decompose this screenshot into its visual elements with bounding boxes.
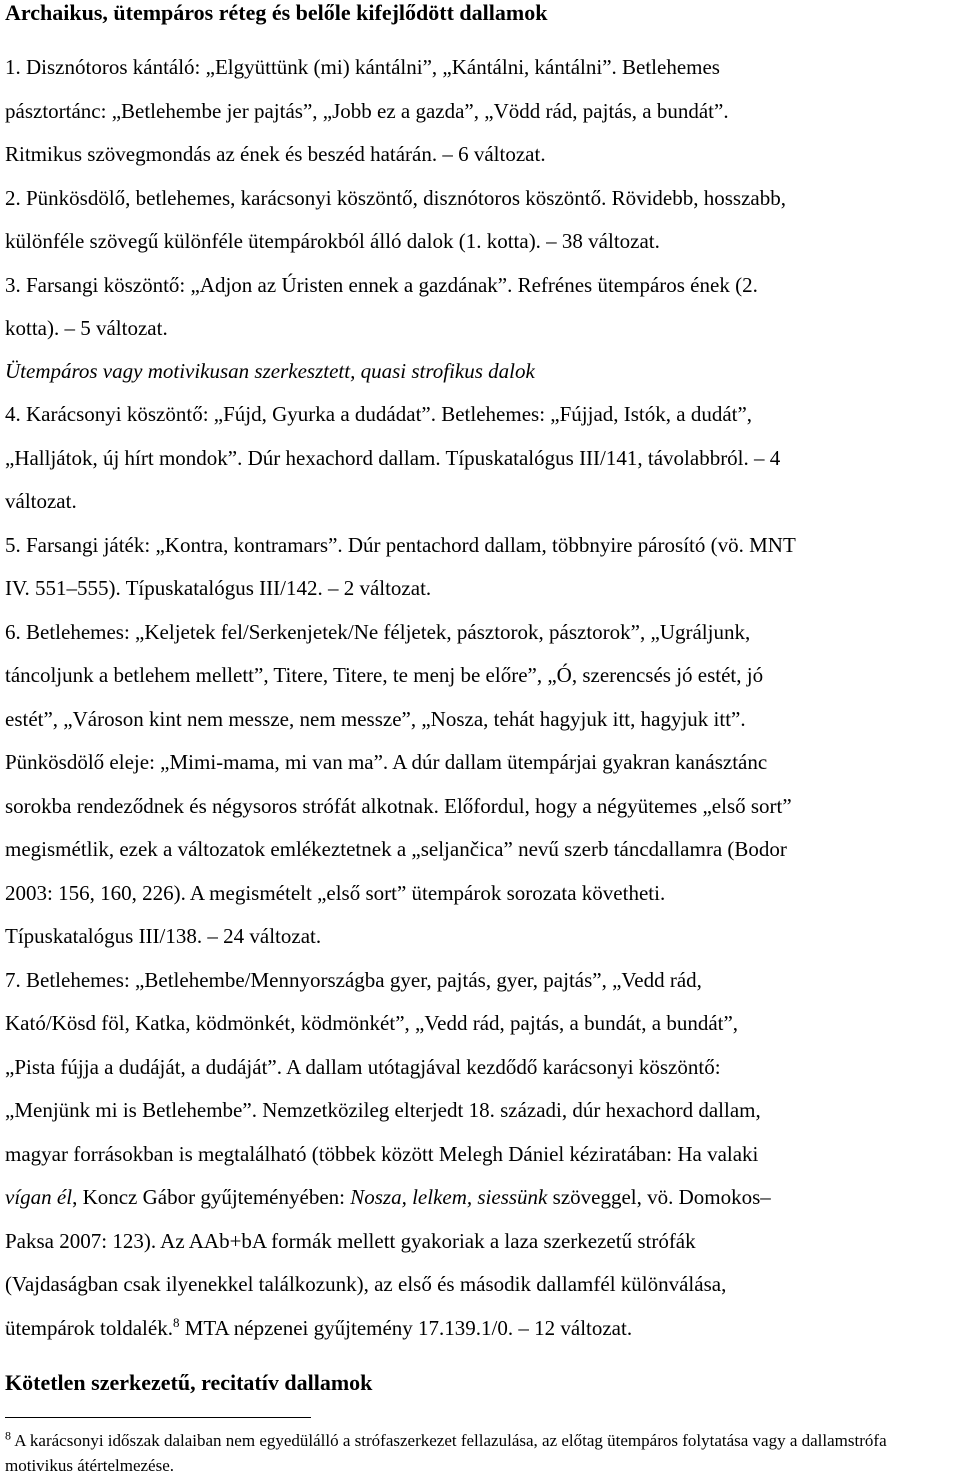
text-line: 7. Betlehemes: „Betlehembe/Mennyországba gyer, pajtás, gyer, pajtás”, „Vedd rád, (5, 967, 702, 992)
text-span: ütempárok toldalék. (5, 1315, 173, 1340)
footnote-text: A karácsonyi időszak dalaiban nem egyedülálló a strófaszerkezet fellazulása, az előtag ütempáros folytatása vagy a dallamstrófa motivikus átértelmezése. (5, 1431, 887, 1475)
text-line: 4. Karácsonyi köszöntő: „Fújd, Gyurka a dudádat”. Betlehemes: „Fújjad, Istók, a dudát”, (5, 402, 753, 426)
text-line: Kató/Kösd föl, Katka, ködmönkét, ködmönkét”, „Vedd rád, pajtás, a bundát, a bundát”, (5, 1011, 739, 1035)
text-line: Ritmikus szövegmondás az ének és beszéd határán. – 6 változat. (5, 142, 546, 166)
text-span: MTA népzenei gyűjtemény 17.139.1/0. – 12 változat. (179, 1315, 633, 1340)
text-line: 2003: 156, 160, 226). A megismételt „első sort” ütempárok sorozata követheti. (5, 880, 666, 905)
section-heading: Archaikus, ütempáros réteg és belőle kifejlődött dallamok (5, 0, 548, 25)
footnote-number: 8 (5, 1428, 11, 1443)
subheading: Ütempáros vagy motivikusan szerkesztett, quasi strofikus dalok (5, 359, 535, 383)
text-line-mixed (5, 1176, 957, 1220)
text-line: változat. (5, 489, 77, 513)
text-line: Pünkösdölő eleje: „Mimi-mama, mi van ma”. A dúr dallam ütempárjai gyakran kanásztánc (5, 750, 768, 774)
subheading-block (5, 350, 957, 393)
text-line: estét”, „Városon kint nem messze, nem messze”, „Nosza, tehát hagyjuk itt, hagyjuk itt”. (5, 706, 746, 731)
text-line: (Vajdaságban csak ilyenekkel találkozunk), az első és második dallamfél különválása, (5, 1272, 727, 1296)
text-line: 2. Pünkösdölő, betlehemes, karácsonyi köszöntő, disznótoros köszöntő. Rövidebb, hosszabb, (5, 185, 786, 210)
text-line: magyar forrásokban is megtalálható (többek között Melegh Dániel kéziratában: Ha valaki (5, 1141, 759, 1166)
footnote-divider (5, 1417, 311, 1418)
italic-title: vígan él (5, 1185, 73, 1209)
text-line: sorokba rendeződnek és négysoros strófát alkotnak. Előfordul, hogy a négyütemes „első sort” (5, 793, 792, 818)
text-span: szöveggel, vö. Domokos– (547, 1185, 771, 1209)
text-line: kotta). – 5 változat. (5, 316, 168, 340)
footnote (5, 1428, 957, 1478)
text-line: „Halljátok, új hírt mondok”. Dúr hexachord dallam. Típuskatalógus III/141, távolabbról. – 4 (5, 445, 781, 470)
text-line: IV. 551–555). Típuskatalógus III/142. – 2 változat. (5, 576, 432, 600)
text-line: Típuskatalógus III/138. – 24 változat. (5, 924, 322, 948)
italic-title: Nosza, lelkem, siessünk (350, 1185, 548, 1209)
text-line: megismétlik, ezek a változatok emlékeztetnek a „seljančica” nevű szerb táncdallamra (Bodor (5, 837, 787, 861)
text-line-with-footnote (5, 1307, 957, 1351)
section-paragraphs-1 (5, 46, 957, 351)
text-line: 6. Betlehemes: „Keljetek fel/Serkenjetek/Ne féljetek, pásztorok, pásztorok”, „Ugráljunk, (5, 619, 751, 644)
footnote-reference[interactable]: 8 (172, 1314, 180, 1330)
text-line: „Menjünk mi is Betlehembe”. Nemzetközileg elterjedt 18. századi, dúr hexachord dallam, (5, 1098, 761, 1122)
text-line: „Pista fújja a dudáját, a dudáját”. A dallam utótagjával kezdődő karácsonyi köszöntő: (5, 1054, 721, 1079)
text-line: 3. Farsangi köszöntő: „Adjon az Úristen ennek a gazdának”. Refrénes ütempáros ének (2. (5, 272, 758, 297)
text-line: Paksa 2007: 123). Az AAb+bA formák mellett gyakoriak a laza szerkezetű strófák (5, 1228, 696, 1253)
text-line: különféle szövegű különféle ütempárokból álló dalok (1. kotta). – 38 változat. (5, 229, 660, 253)
text-line: táncoljunk a betlehem mellett”, Titere, Titere, te menj be előre”, „Ó, szerencsés jó estét, jó (5, 663, 764, 687)
text-line: pásztortánc: „Betlehembe jer pajtás”, „Jobb ez a gazda”, „Vödd rád, pajtás, a bundát”. (5, 98, 729, 123)
section-heading-2: Kötetlen szerkezetű, recitatív dallamok (5, 1370, 373, 1395)
section-paragraphs-2 (5, 393, 957, 1350)
text-span: , Koncz Gábor gyűjteményében: (72, 1185, 351, 1209)
text-line: 1. Disznótoros kántáló: „Elgyüttünk (mi) kántálni”, „Kántálni, kántálni”. Betlehemes (5, 55, 720, 79)
text-line: 5. Farsangi játék: „Kontra, kontramars”. Dúr pentachord dallam, többnyire párosító (vö. MNT (5, 532, 796, 557)
